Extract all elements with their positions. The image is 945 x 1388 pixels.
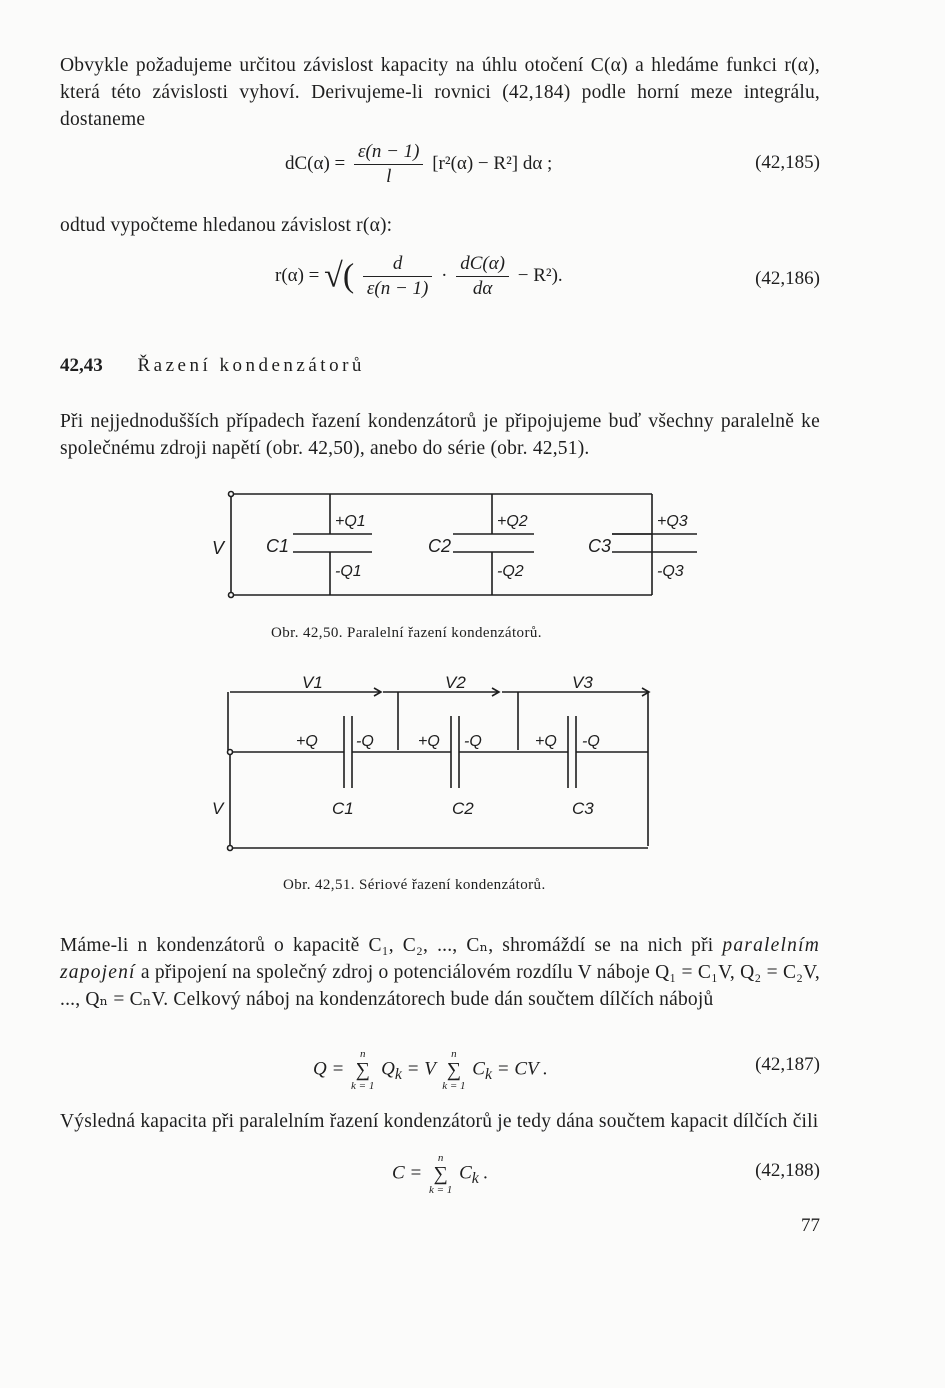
eq188-sum-bottom: k = 1	[429, 1184, 453, 1196]
eq185-number: (42,185)	[755, 152, 820, 173]
fig50-q3-minus: -Q3	[657, 563, 684, 580]
eq188-part3: .	[483, 1162, 489, 1184]
derivation-paragraph: odtud vypočteme hledanou závislost r(α):	[60, 215, 393, 236]
capacity-paragraph: Výsledná kapacita při paralelním řazení kondenzátorů je tedy dána součtem kapacit dílčích čili	[60, 1111, 819, 1132]
fig50-q1-plus: +Q1	[335, 513, 366, 530]
fig51-q-plus-2: +Q	[418, 733, 440, 750]
fig51-q-minus-1: -Q	[356, 733, 374, 750]
eq185-fraction	[354, 140, 423, 189]
fig51-v2-label: V2	[445, 673, 466, 692]
fig50-q2-plus: +Q2	[497, 513, 528, 530]
eq186-fraction-1	[363, 252, 432, 301]
section-heading	[60, 355, 365, 377]
eq185-numerator: ε(n − 1)	[354, 140, 423, 165]
eq186-tail: − R²).	[517, 264, 563, 286]
eq187-sub2: k	[394, 1066, 402, 1084]
fig51-v3-label: V3	[572, 673, 593, 692]
figure-42-50-caption: Obr. 42,50. Paralelní řazení kondenzátorů.	[271, 625, 542, 641]
section-title: Řazení kondenzátorů	[137, 355, 365, 376]
eq187-sum1-bottom: k = 1	[351, 1080, 375, 1092]
fig51-c3-label: C3	[572, 799, 594, 818]
eq186-f1-numerator: d	[363, 252, 432, 277]
sum-icon: n ∑ k = 1	[351, 1048, 375, 1092]
fig51-c1-label: C1	[332, 799, 354, 818]
eq185-denominator: l	[386, 166, 392, 187]
eq188-part1: C =	[392, 1162, 423, 1184]
fig51-c2-label: C2	[452, 799, 474, 818]
fig50-voltage-label: V	[212, 538, 225, 558]
equation-42-188	[392, 1152, 488, 1196]
charge-paragraph-part-a: Máme-li n kondenzátorů o kapacitě C₁, C₂, ..., Cₙ, shromáždí se na nich při	[60, 935, 714, 956]
eq186-number: (42,186)	[755, 268, 820, 289]
eq185-rhs: [r²(α) − R²] dα ;	[432, 152, 553, 174]
page-number: 77	[801, 1215, 820, 1236]
fig51-q-minus-2: -Q	[464, 733, 482, 750]
equation-42-187	[313, 1048, 548, 1092]
eq187-sum2-top: n	[451, 1048, 457, 1060]
sqrt-icon: √(	[324, 257, 355, 295]
eq186-f2-denominator: dα	[472, 278, 493, 299]
eq188-number: (42,188)	[755, 1160, 820, 1181]
eq187-part3: = V	[406, 1058, 436, 1080]
intro-paragraph: Obvykle požadujeme určitou závislost kapacity na úhlu otočení C(α) a hledáme funkci r(α), která této závislosti vyhoví. Derivujeme-li rovnici (42,184) podle horní meze integrálu, dostaneme	[60, 55, 820, 130]
figure-42-51-series-circuit	[200, 668, 670, 858]
eq188-sub2: k	[471, 1170, 479, 1188]
figure-42-51-caption: Obr. 42,51. Sériové řazení kondenzátorů.	[283, 877, 546, 893]
fig51-v1-label: V1	[302, 673, 323, 692]
eq187-part1: Q =	[313, 1058, 345, 1080]
eq187-part2: Q	[381, 1058, 395, 1080]
fig50-q2-minus: -Q2	[497, 563, 524, 580]
charge-paragraph	[60, 932, 820, 1013]
eq187-number: (42,187)	[755, 1054, 820, 1075]
eq187-part5: = CV .	[496, 1058, 548, 1080]
series-parallel-paragraph: Při nejjednodušších případech řazení kondenzátorů je připojujeme buď všechny paralelně ke společnému zdroji napětí (obr. 42,50), anebo do série (obr. 42,51).	[60, 411, 820, 459]
sum-icon: n ∑ k = 1	[442, 1048, 466, 1092]
fig51-q-minus-3: -Q	[582, 733, 600, 750]
eq187-sum1-top: n	[359, 1048, 366, 1060]
fig50-c2-label: C2	[428, 536, 452, 556]
eq187-part4: C	[472, 1058, 485, 1080]
fig50-q1-minus: -Q1	[335, 563, 362, 580]
eq188-part2: C	[459, 1162, 472, 1184]
fig51-voltage-label: V	[212, 799, 224, 818]
eq188-sum-top: n	[437, 1152, 444, 1164]
equation-42-186	[275, 252, 563, 301]
sum-icon: n ∑ k = 1	[429, 1152, 453, 1196]
eq185-lhs: dC(α) =	[285, 152, 346, 174]
fig50-c1-label: C1	[266, 536, 290, 556]
fig51-q-plus-3: +Q	[535, 733, 557, 750]
charge-paragraph-part-b: a připojení na společný zdroj o potenciálovém rozdílu V náboje Q₁ = C₁V, Q₂ = C₂V, ..., Qₙ = CₙV. Celkový náboj na kondenzátorech bude dán součtem dílčích nábojů	[60, 962, 820, 1010]
eq187-sub4: k	[484, 1066, 492, 1084]
eq186-f2-numerator: dC(α)	[456, 252, 509, 277]
charge-paragraph-emphasis: paralelním zapojení	[60, 935, 820, 983]
fig50-q3-plus: +Q3	[657, 513, 688, 530]
eq186-f1-denominator: ε(n − 1)	[366, 278, 429, 299]
fig50-c3-label: C3	[588, 536, 612, 556]
fig51-q-plus-1: +Q	[296, 733, 318, 750]
eq186-dot: ·	[441, 264, 448, 286]
eq187-sum2-bottom: k = 1	[442, 1080, 466, 1092]
equation-42-185	[285, 140, 552, 189]
eq186-fraction-2	[456, 252, 509, 301]
figure-42-50-parallel-circuit	[200, 488, 720, 613]
section-number: 42,43	[60, 355, 103, 376]
eq186-lhs: r(α) =	[275, 264, 320, 286]
